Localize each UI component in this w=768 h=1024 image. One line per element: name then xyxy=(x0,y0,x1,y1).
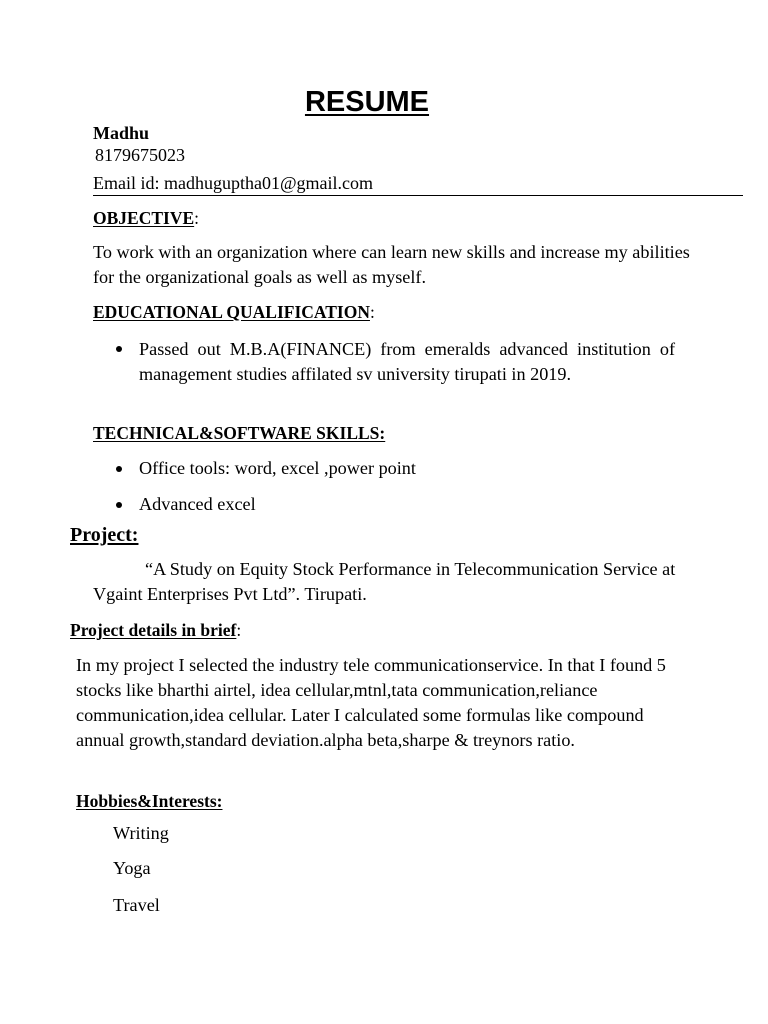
objective-text: To work with an organization where can learn new skills and increase my abilities for the organizational goals as well as myself. xyxy=(93,242,690,287)
hobbies-heading xyxy=(76,790,222,812)
objective-heading-colon: : xyxy=(194,208,200,228)
bullet-icon xyxy=(116,502,122,508)
phone-number: 8179675023 xyxy=(95,145,185,165)
project-details-text: In my project I selected the industry tele communicationservice. In that I found 5 stocks like bharthi airtel, idea cellular,mtnl,tata communication,reliance communication,idea cellular. Later I calculated some formulas like compound annual growth,standard deviation.alpha beta,sharpe & treynors ratio. xyxy=(76,655,666,750)
skills-heading xyxy=(93,422,385,444)
education-heading-label: EDUCATIONAL QUALIFICATION xyxy=(93,302,370,322)
project-title: “A Study on Equity Stock Performance in Telecommunication Service at Vgaint Enterprises Pvt Ltd”. Tirupati. xyxy=(93,559,676,604)
project-details-heading-label: Project details in brief xyxy=(70,620,237,640)
project-details-heading-colon: : xyxy=(236,620,242,640)
resume-title: RESUME xyxy=(304,86,430,118)
skills-item: Advanced excel xyxy=(139,494,256,514)
hobbies-heading-label: Hobbies&Interests: xyxy=(76,791,223,811)
project-heading: Project: xyxy=(70,524,139,546)
education-heading xyxy=(93,301,375,323)
hobby-item: Travel xyxy=(113,895,160,915)
candidate-name: Madhu xyxy=(93,123,150,143)
education-item: Passed out M.B.A(FINANCE) from emeralds advanced institution of management studies affilated sv university tirupati in 2019. xyxy=(139,339,675,384)
hobby-item: Writing xyxy=(113,823,169,843)
hobby-item: Yoga xyxy=(113,858,151,878)
project-details-heading xyxy=(70,619,241,641)
objective-heading-label: OBJECTIVE xyxy=(93,208,195,228)
bullet-icon xyxy=(116,466,122,472)
education-heading-colon: : xyxy=(369,302,375,322)
email-address: Email id: madhuguptha01@gmail.com xyxy=(93,173,374,193)
skills-heading-label: TECHNICAL&SOFTWARE SKILLS: xyxy=(93,423,386,443)
contact-divider xyxy=(93,195,743,196)
objective-heading xyxy=(93,207,199,229)
skills-item: Office tools: word, excel ,power point xyxy=(139,458,416,478)
bullet-icon xyxy=(116,346,122,352)
